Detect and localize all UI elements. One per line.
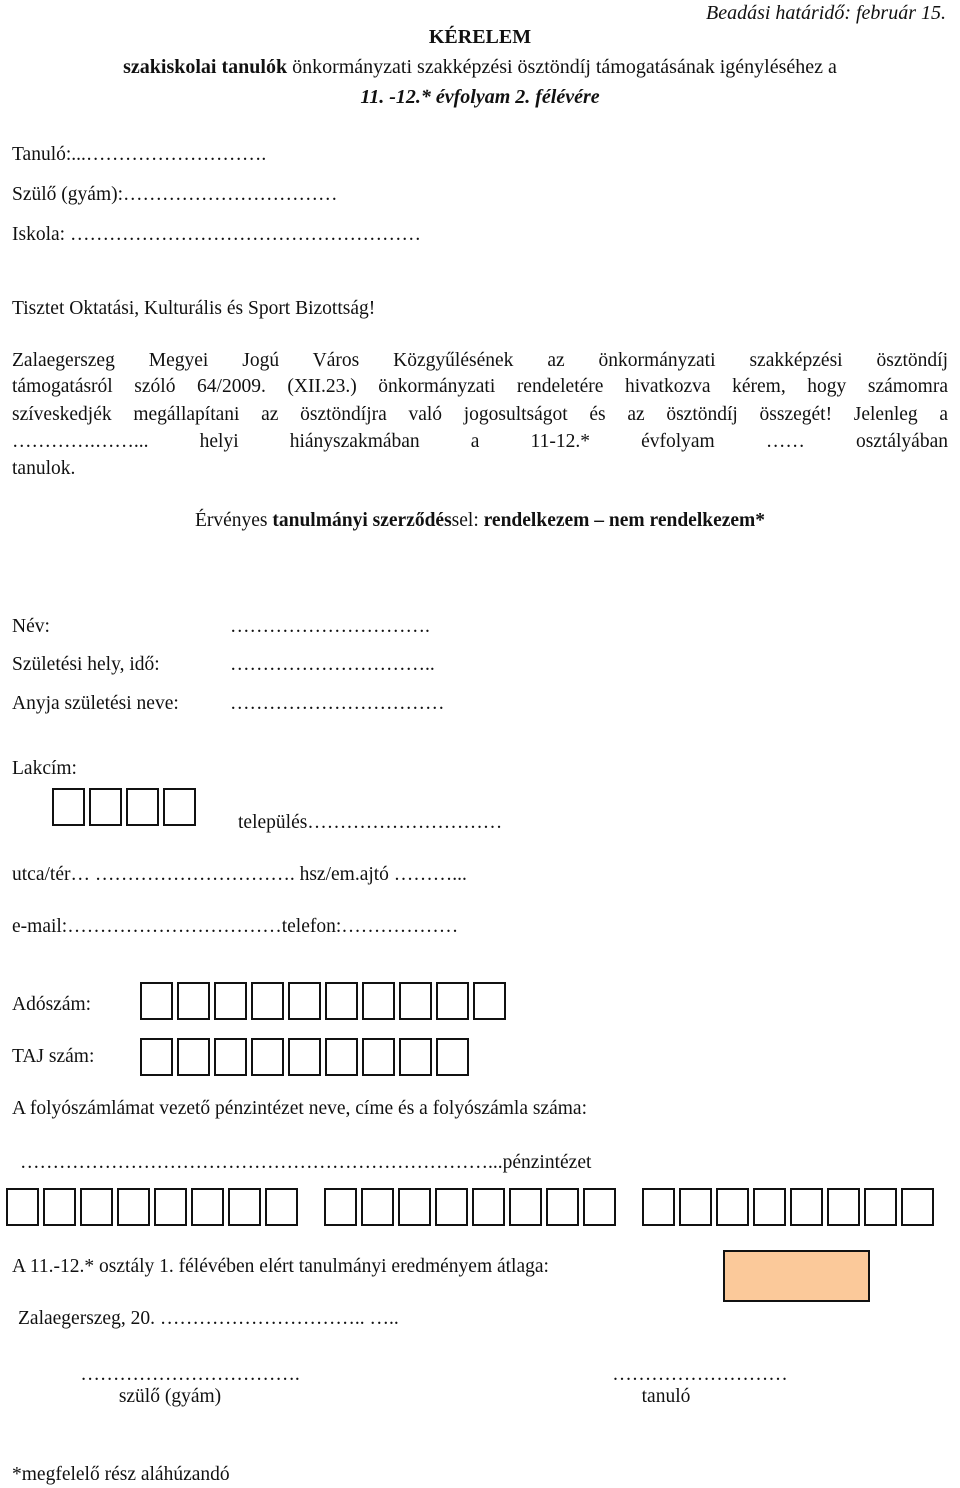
street-field[interactable]: utca/tér… …………………………. hsz/em.ajtó ………...	[12, 864, 467, 885]
footnote: *megfelelő rész aláhúzandó	[12, 1464, 230, 1485]
account-digit-box[interactable]	[790, 1188, 823, 1226]
account-number-boxes[interactable]	[6, 1188, 938, 1226]
tax-digit-box[interactable]	[362, 982, 395, 1020]
parent-signature-line[interactable]: …………………………….	[80, 1364, 300, 1385]
student-signature-line[interactable]: ………………………	[612, 1364, 788, 1385]
postal-code-digit-box[interactable]	[126, 788, 159, 826]
address-label: Lakcím:	[12, 758, 77, 779]
postal-code-digit-box[interactable]	[52, 788, 85, 826]
taj-digit-box[interactable]	[251, 1038, 284, 1076]
account-digit-box[interactable]	[43, 1188, 76, 1226]
school-field[interactable]: Iskola: ………………………………………………	[12, 224, 421, 245]
account-digit-box[interactable]	[435, 1188, 468, 1226]
taj-digit-box[interactable]	[288, 1038, 321, 1076]
account-number-group[interactable]	[642, 1188, 938, 1226]
account-digit-box[interactable]	[324, 1188, 357, 1226]
taj-label: TAJ szám:	[12, 1046, 95, 1067]
average-box[interactable]	[723, 1250, 870, 1302]
subtitle-rest: önkormányzati szakképzési ösztöndíj támogatásának igényléséhez a	[287, 56, 837, 78]
email-phone-field[interactable]: e-mail:……………………………telefon:………………	[12, 916, 459, 937]
letter-line-1: Zalaegerszeg Megyei Jogú Város Közgyűlésének az önkormányzati szakképzési ösztöndíj	[12, 350, 948, 371]
name-field[interactable]: ………………………….	[230, 616, 430, 637]
taj-digit-box[interactable]	[140, 1038, 173, 1076]
account-digit-box[interactable]	[117, 1188, 150, 1226]
postal-code-digit-box[interactable]	[89, 788, 122, 826]
contract-line[interactable]	[0, 510, 960, 532]
average-label: A 11.-12.* osztály 1. félévében elért tanulmányi eredményem átlaga:	[12, 1256, 549, 1277]
document-title: KÉRELEM	[428, 26, 532, 48]
taj-digit-box[interactable]	[436, 1038, 469, 1076]
account-digit-box[interactable]	[361, 1188, 394, 1226]
tax-digit-box[interactable]	[140, 982, 173, 1020]
student-field[interactable]: Tanuló:...……………………….	[12, 144, 267, 165]
account-digit-box[interactable]	[642, 1188, 675, 1226]
account-digit-box[interactable]	[398, 1188, 431, 1226]
name-label: Név:	[12, 616, 50, 637]
taj-number-boxes[interactable]	[140, 1038, 473, 1076]
tax-label: Adószám:	[12, 994, 92, 1015]
tax-digit-box[interactable]	[436, 982, 469, 1020]
letter-line-4[interactable]: ………….……... helyi hiányszakmában a 11-12.* évfolyam …… osztályában	[12, 431, 948, 452]
mother-field[interactable]: ……………………………	[230, 693, 445, 714]
tax-digit-box[interactable]	[251, 982, 284, 1020]
taj-digit-box[interactable]	[362, 1038, 395, 1076]
bank-label: A folyószámlámat vezető pénzintézet neve, címe és a folyószámla száma:	[12, 1098, 588, 1119]
contract-bold-1: tanulmányi szerződés	[272, 510, 452, 531]
salutation: Tisztet Oktatási, Kulturális és Sport Bizottság!	[12, 298, 376, 319]
account-digit-box[interactable]	[679, 1188, 712, 1226]
account-digit-box[interactable]	[716, 1188, 749, 1226]
tax-digit-box[interactable]	[325, 982, 358, 1020]
letter-line-2: támogatásról szóló 64/2009. (XII.23.) önkormányzati rendeletére hivatkozva kérem, hogy számomra	[12, 376, 948, 397]
tax-digit-box[interactable]	[177, 982, 210, 1020]
tax-number-boxes[interactable]	[140, 982, 510, 1020]
postal-code-boxes[interactable]	[52, 788, 200, 826]
year-line	[0, 86, 960, 109]
tax-digit-box[interactable]	[473, 982, 506, 1020]
contract-bold-2[interactable]: rendelkezem – nem rendelkezem*	[483, 510, 766, 531]
parent-signature-label: szülő (gyám)	[118, 1386, 222, 1407]
account-digit-box[interactable]	[753, 1188, 786, 1226]
taj-digit-box[interactable]	[214, 1038, 247, 1076]
account-digit-box[interactable]	[228, 1188, 261, 1226]
account-digit-box[interactable]	[154, 1188, 187, 1226]
tax-digit-box[interactable]	[288, 982, 321, 1020]
account-digit-box[interactable]	[6, 1188, 39, 1226]
settlement-field[interactable]: település…………………………	[238, 812, 503, 833]
account-number-group[interactable]	[324, 1188, 620, 1226]
parent-field[interactable]: Szülő (gyám):……………………………	[12, 184, 338, 205]
subtitle-bold: szakiskolai tanulók	[123, 56, 288, 78]
account-number-group[interactable]	[6, 1188, 302, 1226]
letter-line-3: szíveskedjék megállapítani az ösztöndíjra való jogosultságot és az ösztöndíj összegét! Jelenleg a	[12, 404, 948, 425]
account-digit-box[interactable]	[265, 1188, 298, 1226]
taj-digit-box[interactable]	[325, 1038, 358, 1076]
taj-digit-box[interactable]	[399, 1038, 432, 1076]
birth-field[interactable]: …………………………..	[230, 654, 435, 675]
document-subtitle	[0, 56, 960, 79]
account-digit-box[interactable]	[827, 1188, 860, 1226]
account-digit-box[interactable]	[901, 1188, 934, 1226]
letter-line-5: tanulok.	[12, 458, 76, 479]
account-digit-box[interactable]	[509, 1188, 542, 1226]
bank-name-field[interactable]: ………………………………………………………………...pénzintézet	[20, 1152, 592, 1173]
year-line-text: 11. -12.* évfolyam 2. félévére	[360, 86, 600, 108]
account-digit-box[interactable]	[864, 1188, 897, 1226]
deadline-text: Beadási határidő: február 15.	[706, 2, 946, 24]
postal-code-digit-box[interactable]	[163, 788, 196, 826]
contract-prefix: Érvényes	[194, 510, 273, 531]
birth-label: Születési hely, idő:	[12, 654, 160, 675]
mother-label: Anyja születési neve:	[12, 693, 179, 714]
account-digit-box[interactable]	[472, 1188, 505, 1226]
student-signature-label: tanuló	[641, 1386, 691, 1407]
taj-digit-box[interactable]	[177, 1038, 210, 1076]
account-digit-box[interactable]	[546, 1188, 579, 1226]
account-digit-box[interactable]	[191, 1188, 224, 1226]
tax-digit-box[interactable]	[214, 982, 247, 1020]
tax-digit-box[interactable]	[399, 982, 432, 1020]
place-date-field[interactable]: Zalaegerszeg, 20. ………………………….. …..	[18, 1308, 399, 1329]
account-digit-box[interactable]	[583, 1188, 616, 1226]
account-digit-box[interactable]	[80, 1188, 113, 1226]
contract-mid: sel:	[451, 510, 484, 531]
